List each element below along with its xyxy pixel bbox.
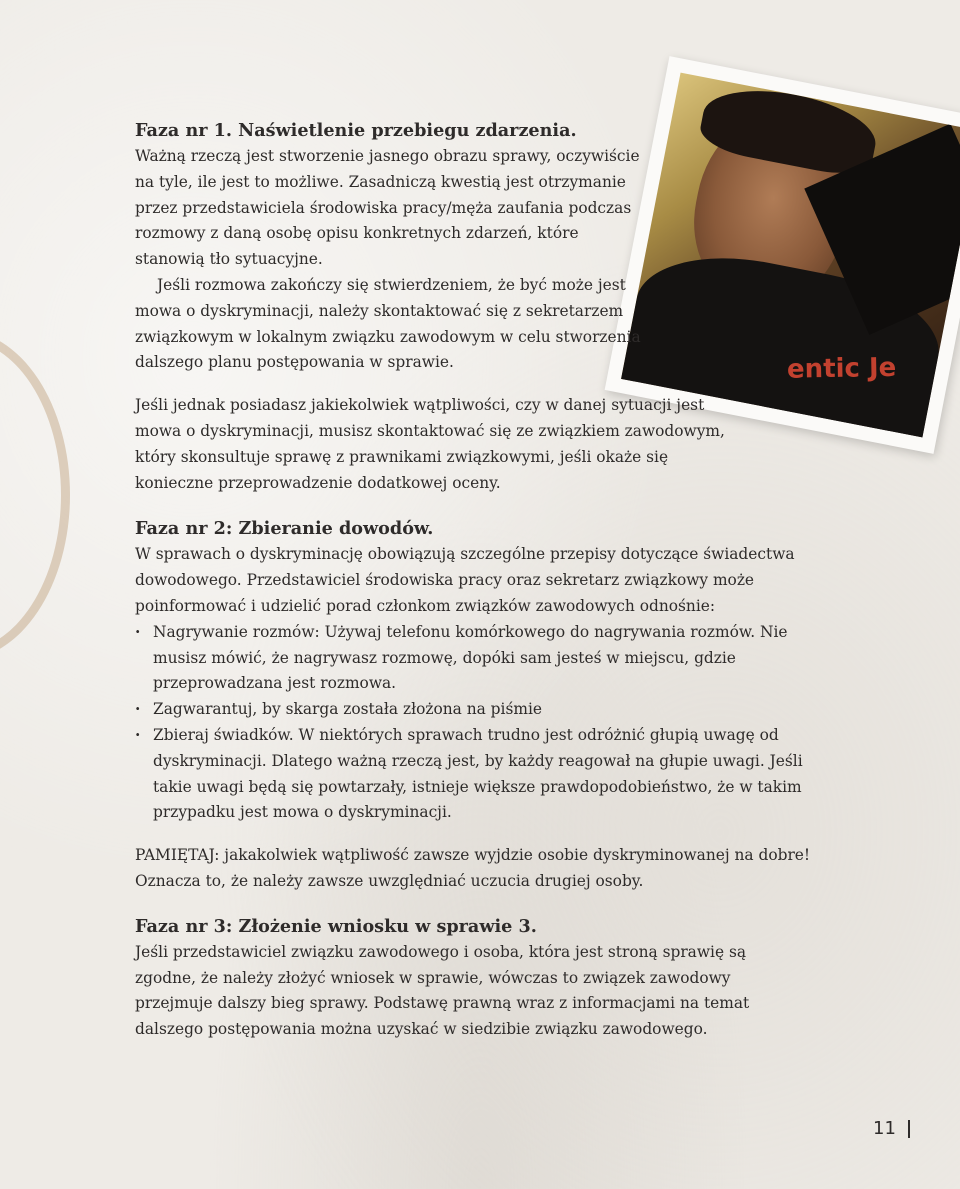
phase-3-paragraph-1: Jeśli przedstawiciel związku zawodowego i osoba, która jest stroną sprawię są zgodne, że należy złożyć wniosek w sprawie, wówczas to związek zawodowy przejmuje dalszy bieg sprawy. Podstawę prawną wraz z informacjami na temat dalszego postępowania można uzyskać w siedzibie związku zawodowego.: [135, 942, 750, 1039]
phase-2-bullet-list: [135, 620, 835, 826]
coffee-ring-stain: [0, 330, 70, 660]
phase-1-heading: Faza nr 1. Naświetlenie przebiegu zdarzenia.: [135, 120, 577, 141]
phase-1-paragraph-1: Ważną rzeczą jest stworzenie jasnego obrazu sprawy, oczywiście na tyle, ile jest to możliwe. Zasadniczą kwestią jest otrzymanie przez przedstawiciela środowiska pracy/męża zaufania podczas rozmowy z daną osobę opisu konkretnych zdarzeń, które stanowią tło sytuacyjne.: [135, 147, 640, 269]
reminder-note: PAMIĘTAJ: jakakolwiek wątpliwość zawsze wyjdzie osobie dyskryminowanej na dobre! Oznacza to, że należy zawsze uwzględniać uczucia drugiej osoby.: [135, 846, 811, 890]
list-item: · Zagwarantuj, by skarga została złożona na piśmie: [135, 697, 835, 723]
page-number-divider: [908, 1120, 910, 1138]
phase-1-section: [135, 118, 835, 496]
phase-3-heading: Faza nr 3: Złożenie wniosku w sprawie 3.: [135, 915, 537, 937]
photo-shirt-print: entic Je: [786, 352, 897, 385]
page-number: [873, 1118, 910, 1139]
phase-1-paragraph-2: Jeśli rozmowa zakończy się stwierdzeniem, że być może jest mowa o dyskryminacji, należy skontaktować się z sekretarzem związkowym w lokalnym związku zawodowym w celu stworzenia dalszego planu postępowania w sprawie.: [135, 275, 641, 372]
main-text: [135, 118, 835, 1043]
list-item: · Nagrywanie rozmów: Używaj telefonu komórkowego do nagrywania rozmów. Nie musisz mówić, że nagrywasz rozmowę, dopóki sam jesteś w miejscu, gdzie przeprowadzana jest rozmowa.: [135, 620, 835, 697]
phase-2-section: [135, 516, 835, 894]
page-number-value: 11: [873, 1118, 896, 1139]
list-item: · Zbieraj świadków. W niektórych sprawach trudno jest odróżnić głupią uwagę od dyskryminacji. Dlatego ważną rzeczą jest, by każdy reagował na głupie uwagi. Jeśli takie uwagi będą się powtarzały, istnieje większe prawdopodobieństwo, że w takim przypadku jest mowa o dyskryminacji.: [135, 723, 835, 826]
phase-2-heading: Faza nr 2: Zbieranie dowodów.: [135, 518, 434, 540]
phase-1-paragraph-3: Jeśli jednak posiadasz jakiekolwiek wątpliwości, czy w danej sytuacji jest mowa o dyskryminacji, musisz skontaktować się ze związkiem zawodowym, który skonsultuje sprawę z prawnikami związkowymi, jeśli okaże się konieczne przeprowadzenie dodatkowej oceny.: [135, 396, 725, 492]
phase-2-paragraph-1: W sprawach o dyskryminację obowiązują szczególne przepisy dotyczące świadectwa dowodowego. Przedstawiciel środowiska pracy oraz sekretarz związkowy może poinformować i udzielić porad członkom związków zawodowych odnośnie:: [135, 545, 795, 615]
phase-3-section: [135, 914, 835, 1043]
